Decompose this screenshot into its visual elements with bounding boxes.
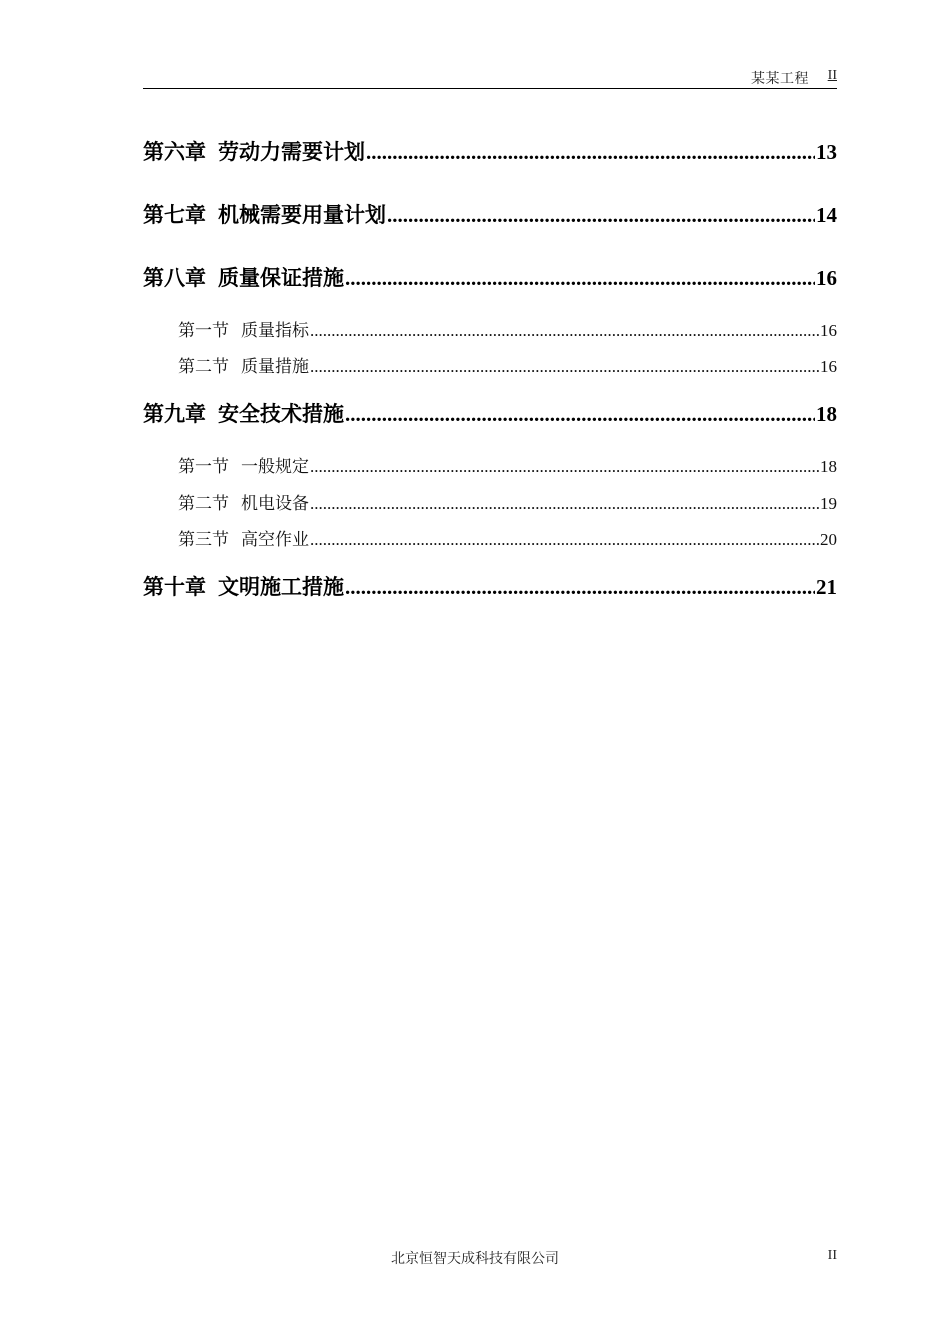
toc-chapter-8[interactable] xyxy=(143,262,837,292)
toc-entry-number: 第六章 xyxy=(143,140,206,164)
toc-entry-page: 21 xyxy=(816,575,837,599)
toc-entry-title: 质量措施 xyxy=(241,357,309,376)
toc-leader-dots xyxy=(310,530,819,549)
toc-section-8-1[interactable] xyxy=(178,316,837,340)
toc-entry-page: 19 xyxy=(820,494,837,513)
toc-leader-dots xyxy=(310,357,819,376)
toc-entry-title: 高空作业 xyxy=(241,530,309,549)
page-header xyxy=(143,66,837,89)
toc-entry-page: 13 xyxy=(816,140,837,164)
toc-leader-dots xyxy=(345,266,815,291)
toc-entry-page: 18 xyxy=(820,457,837,476)
toc-section-9-1[interactable] xyxy=(178,452,837,476)
toc-entry-number: 第三节 xyxy=(178,530,229,549)
toc-leader-dots xyxy=(345,402,815,427)
toc-entry-title: 机电设备 xyxy=(241,494,309,513)
header-title: 某某工程 xyxy=(751,71,809,87)
toc-chapter-9[interactable] xyxy=(143,398,837,428)
toc-entry-number: 第二节 xyxy=(178,357,229,376)
toc-entry-page: 16 xyxy=(816,266,837,290)
toc-entry-number: 第二节 xyxy=(178,494,229,513)
toc-leader-dots xyxy=(310,457,819,476)
toc-chapter-10[interactable] xyxy=(143,571,837,601)
toc-leader-dots xyxy=(310,321,819,340)
footer-page-number: II xyxy=(827,1248,837,1263)
toc-entry-page: 16 xyxy=(820,321,837,340)
toc-section-9-3[interactable] xyxy=(178,525,837,549)
footer-company-name: 北京恒智天成科技有限公司 xyxy=(391,1251,559,1267)
toc-entry-page: 16 xyxy=(820,357,837,376)
toc-entry-title: 劳动力需要计划 xyxy=(218,140,365,164)
toc-entry-title: 机械需要用量计划 xyxy=(218,203,386,227)
toc-entry-page: 18 xyxy=(816,402,837,426)
toc-entry-number: 第七章 xyxy=(143,203,206,227)
toc-entry-page: 20 xyxy=(820,530,837,549)
toc-entry-title: 安全技术措施 xyxy=(218,402,344,426)
toc-entry-title: 质量保证措施 xyxy=(218,266,344,290)
toc-leader-dots xyxy=(310,494,819,513)
header-page-number: II xyxy=(827,68,837,83)
toc-entry-number: 第八章 xyxy=(143,266,206,290)
toc-leader-dots xyxy=(345,575,815,600)
toc-entry-number: 第九章 xyxy=(143,402,206,426)
toc-chapter-7[interactable] xyxy=(143,199,837,229)
toc-leader-dots xyxy=(387,203,815,228)
toc-entry-number: 第一节 xyxy=(178,321,229,340)
toc-entry-title: 一般规定 xyxy=(241,457,309,476)
toc-entry-title: 文明施工措施 xyxy=(218,575,344,599)
toc-section-9-2[interactable] xyxy=(178,489,837,513)
toc-entry-number: 第一节 xyxy=(178,457,229,476)
toc-entry-page: 14 xyxy=(816,203,837,227)
toc-section-8-2[interactable] xyxy=(178,352,837,376)
toc-entry-number: 第十章 xyxy=(143,575,206,599)
toc-entry-title: 质量指标 xyxy=(241,321,309,340)
toc-chapter-6[interactable] xyxy=(143,136,837,166)
toc-leader-dots xyxy=(366,140,815,165)
